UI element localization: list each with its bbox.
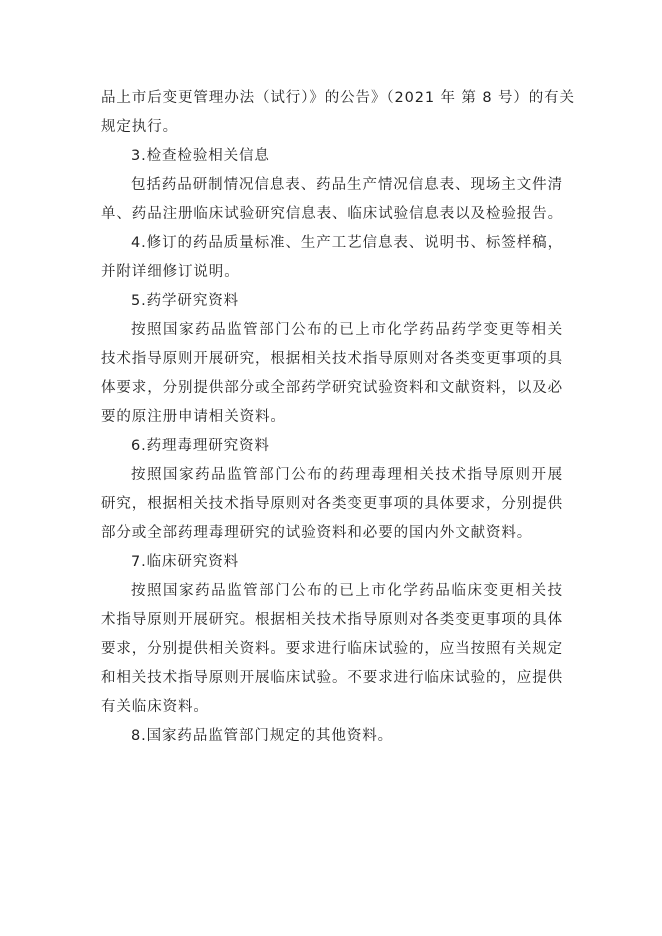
paragraph-line: 部分或全部药理毒理研究的试验资料和必要的国内外文献资料。 xyxy=(101,525,533,541)
paragraph-line: 体要求，分别提供部分或全部药学研究试验资料和文献资料，以及必 xyxy=(101,380,563,396)
paragraph-line: 和相关技术指导原则开展临床试验。不要求进行临床试验的，应提供 xyxy=(101,670,563,686)
paragraph-line: 品上市后变更管理办法（试行）》的公告》（2021 年 第 8 号）的有关 xyxy=(101,90,575,106)
paragraph-line: 技术指导原则开展研究，根据相关技术指导原则对各类变更事项的具 xyxy=(101,351,563,367)
section-heading-5: 5.药学研究资料 xyxy=(131,293,240,309)
section-heading-3: 3.检查检验相关信息 xyxy=(131,148,270,164)
paragraph-line: 按照国家药品监管部门公布的药理毒理相关技术指导原则开展 xyxy=(131,467,563,483)
paragraph-line: 要求，分别提供相关资料。要求进行临床试验的，应当按照有关规定 xyxy=(101,641,563,657)
paragraph-line: 按照国家药品监管部门公布的已上市化学药品临床变更相关技 xyxy=(131,583,563,599)
paragraph-line: 规定执行。 xyxy=(101,119,178,135)
paragraph-line: 按照国家药品监管部门公布的已上市化学药品药学变更等相关 xyxy=(131,322,563,338)
document-body xyxy=(101,84,575,751)
paragraph-line: 要的原注册申请相关资料。 xyxy=(101,409,286,425)
paragraph-line: 并附详细修订说明。 xyxy=(101,264,240,280)
section-heading-7: 7.临床研究资料 xyxy=(131,554,240,570)
paragraph-line: 有关临床资料。 xyxy=(101,699,209,715)
section-heading-8: 8.国家药品监管部门规定的其他资料。 xyxy=(131,728,394,744)
paragraph-line: 研究，根据相关技术指导原则对各类变更事项的具体要求，分别提供 xyxy=(101,496,563,512)
paragraph-line: 术指导原则开展研究。根据相关技术指导原则对各类变更事项的具体 xyxy=(101,612,563,628)
section-heading-4: 4.修订的药品质量标准、生产工艺信息表、说明书、标签样稿， xyxy=(131,235,563,251)
paragraph-line: 包括药品研制情况信息表、药品生产情况信息表、现场主文件清 xyxy=(131,177,563,193)
paragraph-line: 单、药品注册临床试验研究信息表、临床试验信息表以及检验报告。 xyxy=(101,206,563,222)
section-heading-6: 6.药理毒理研究资料 xyxy=(131,438,270,454)
